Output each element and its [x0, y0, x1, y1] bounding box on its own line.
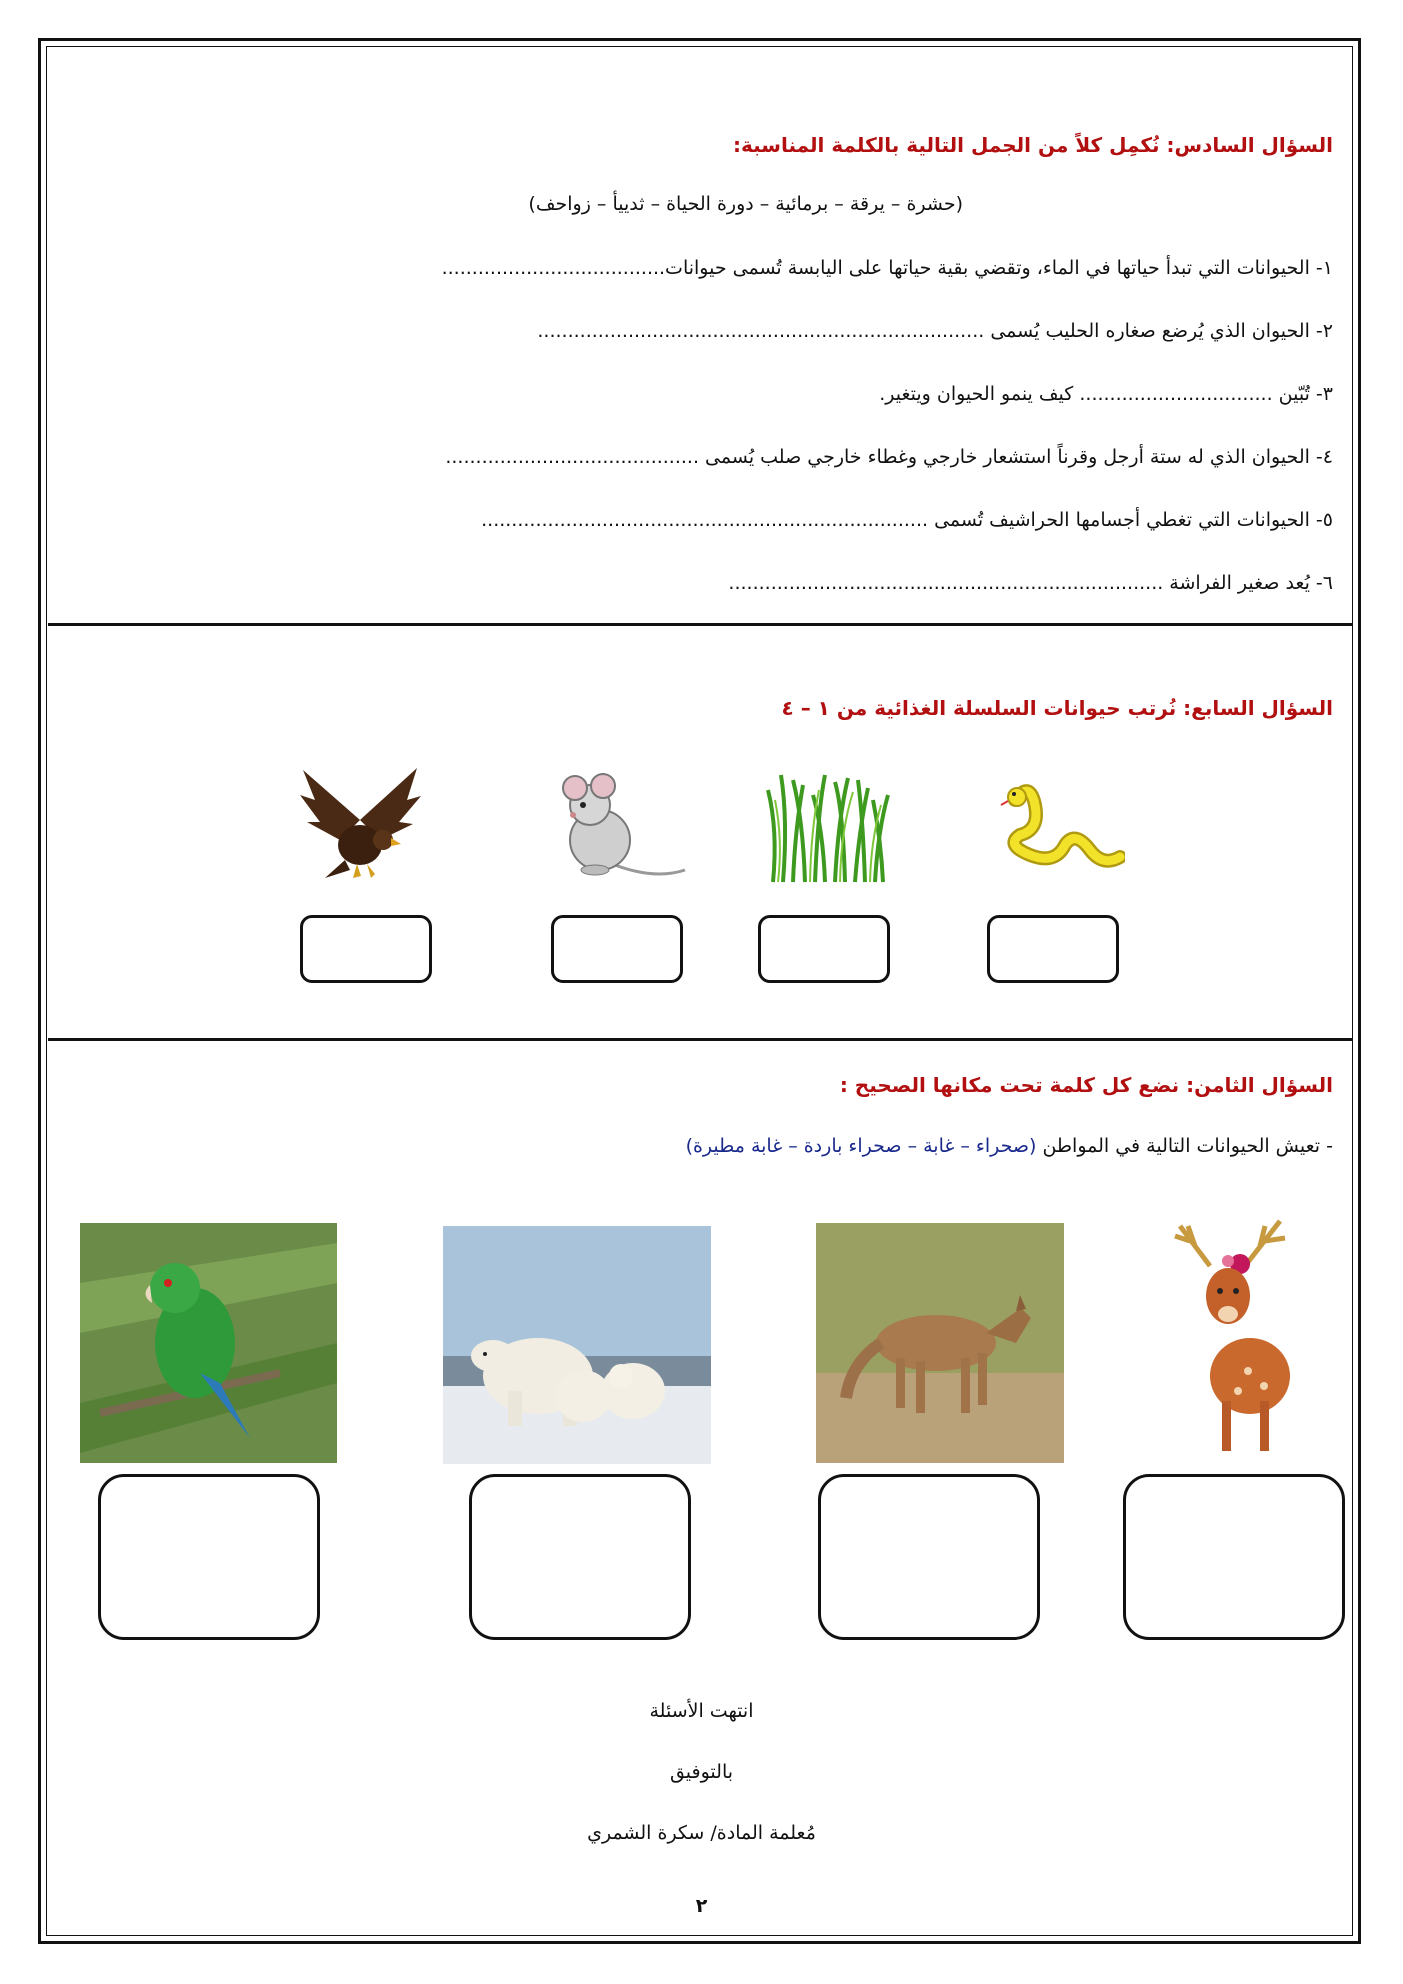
q8-instruction-options: (صحراء – غابة – صحراء باردة – غابة مطيرة)	[685, 1135, 1037, 1157]
q6-item-5: ٥- الحيوانات التي تغطي أجسامها الحراشيف تُسمى ..........................................................................	[481, 509, 1333, 531]
end-of-questions: انتهت الأسئلة	[649, 1700, 754, 1722]
eagle-image	[295, 760, 425, 890]
q8-answer-box-polar-bears[interactable]	[469, 1474, 691, 1640]
q6-item-3: ٣- تُبّين ................................ كيف ينمو الحيوان ويتغير.	[879, 383, 1333, 405]
teacher-signature: مُعلمة المادة/ سكرة الشمري	[587, 1822, 816, 1844]
good-luck: بالتوفيق	[669, 1761, 734, 1783]
deer-image	[1140, 1196, 1325, 1464]
snake-image	[995, 775, 1125, 875]
q6-item-6: ٦- يُعد صغير الفراشة ........................................................................	[728, 572, 1333, 594]
q6-item-1: ١- الحيوانات التي تبدأ حياتها في الماء، وتقضي بقية حياتها على اليابسة تُسمى حيوانات.....................................	[441, 257, 1333, 279]
q8-title: السؤال الثامن: نضع كل كلمة تحت مكانها الصحيح :	[839, 1073, 1333, 1097]
divider-1	[48, 623, 1353, 626]
q7-answer-box-snake[interactable]	[987, 915, 1119, 983]
q6-title: السؤال السادس: نُكمِل كلاً من الجمل التالية بالكلمة المناسبة:	[733, 133, 1333, 157]
q6-word-bank: (حشرة – يرقة – برمائية – دورة الحياة – ثدييأ – زواحف)	[528, 193, 963, 215]
coyote-image	[816, 1223, 1064, 1463]
q8-instruction-prefix: - تعيش الحيوانات التالية في المواطن	[1042, 1135, 1333, 1157]
q8-answer-box-deer[interactable]	[1123, 1474, 1345, 1640]
q7-answer-box-eagle[interactable]	[300, 915, 432, 983]
q6-item-2: ٢- الحيوان الذي يُرضع صغاره الحليب يُسمى ..........................................................................	[537, 320, 1333, 342]
q6-item-4: ٤- الحيوان الذي له ستة أرجل وقرناً استشعار خارجي وغطاء خارجي صلب يُسمى ..........................................	[445, 446, 1333, 468]
q8-instruction	[686, 1135, 1333, 1157]
parrot-image	[80, 1223, 337, 1463]
divider-2	[48, 1038, 1353, 1041]
mouse-image	[545, 770, 690, 885]
grass-image	[763, 770, 893, 885]
q8-answer-box-coyote[interactable]	[818, 1474, 1040, 1640]
q7-answer-box-grass[interactable]	[758, 915, 890, 983]
page-number: ٢	[695, 1895, 708, 1917]
q7-title: السؤال السابع: نُرتب حيوانات السلسلة الغذائية من ١ – ٤	[781, 696, 1333, 720]
q7-answer-box-mouse[interactable]	[551, 915, 683, 983]
polar-bears-image	[443, 1226, 711, 1464]
q8-answer-box-parrot[interactable]	[98, 1474, 320, 1640]
